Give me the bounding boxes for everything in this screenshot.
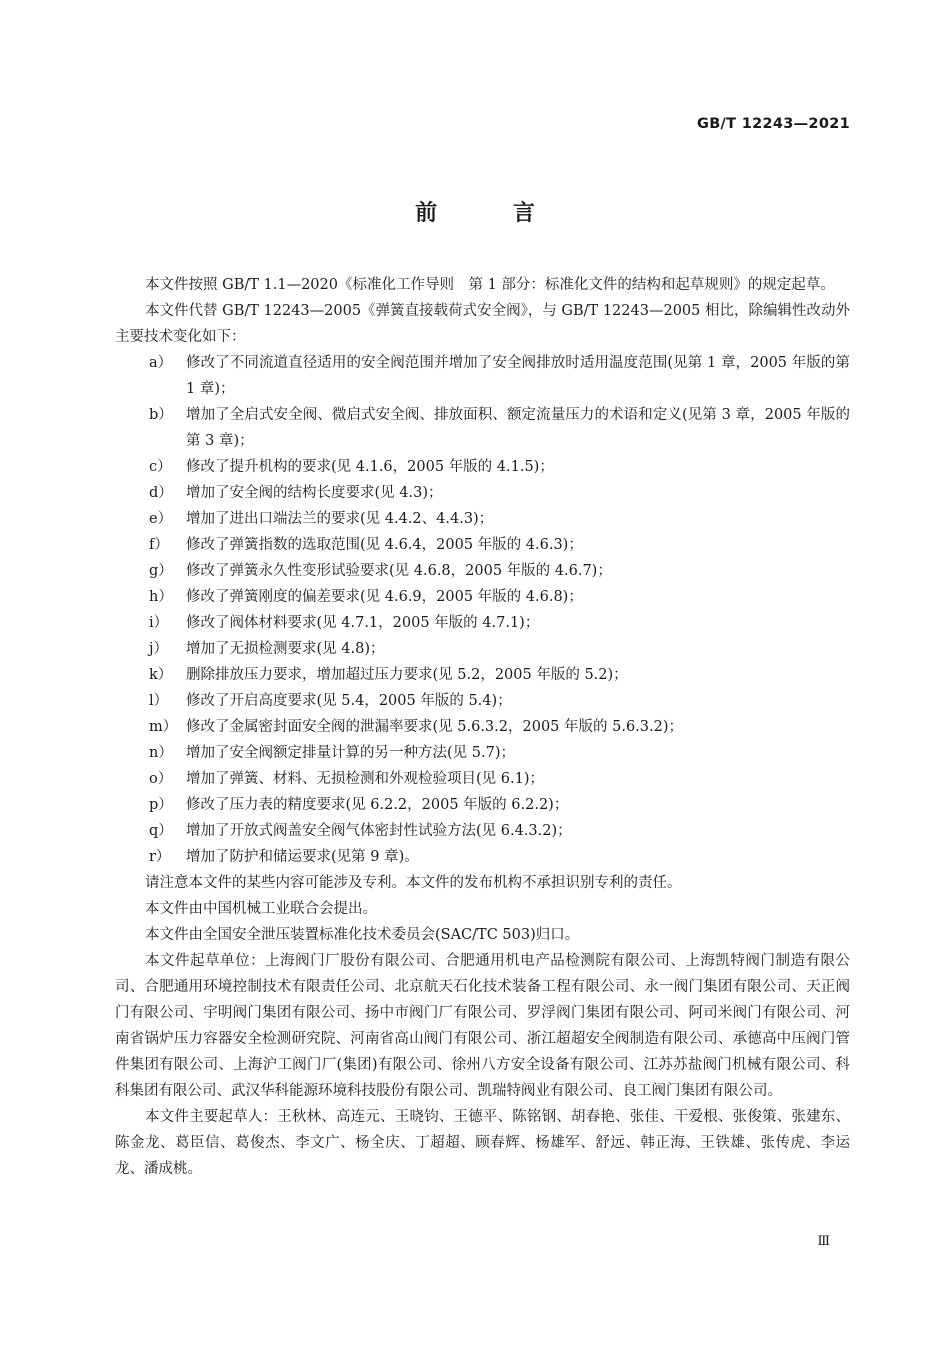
list-item — [115, 714, 850, 740]
list-item — [115, 688, 850, 714]
list-item-text: 修改了弹簧刚度的偏差要求(见 4.6.9，2005 年版的 4.6.8)； — [186, 589, 583, 605]
list-item-text: 修改了开启高度要求(见 5.4，2005 年版的 5.4)； — [186, 693, 512, 709]
list-marker: q） — [149, 823, 173, 839]
list-item-text: 增加了开放式阀盖安全阀气体密封性试验方法(见 6.4.3.2)； — [186, 823, 572, 839]
list-item — [115, 636, 850, 662]
list-marker: b） — [149, 407, 173, 423]
list-marker: n） — [149, 745, 173, 761]
standard-code: GB/T 12243—2021 — [697, 116, 850, 132]
list-item-text: 修改了弹簧指数的选取范围(见 4.6.4，2005 年版的 4.6.3)； — [186, 537, 583, 553]
list-item — [115, 610, 850, 636]
list-item-text: 修改了金属密封面安全阀的泄漏率要求(见 5.6.3.2，2005 年版的 5.6.3.2)； — [186, 719, 683, 735]
list-item — [115, 792, 850, 818]
list-item-text: 修改了弹簧永久性变形试验要求(见 4.6.8，2005 年版的 4.6.7)； — [186, 563, 612, 579]
list-marker: a） — [149, 355, 173, 371]
list-item — [115, 844, 850, 870]
list-item-text: 修改了阀体材料要求(见 4.7.1，2005 年版的 4.7.1)； — [186, 615, 540, 631]
drafting-units: 本文件起草单位：上海阀门厂股份有限公司、合肥通用机电产品检测院有限公司、上海凯特阀门制造有限公司、合肥通用环境控制技术有限责任公司、北京航天石化技术装备工程有限公司、永一阀门集团有限公司、天正阀门有限公司、宇明阀门集团有限公司、扬中市阀门厂有限公司、罗浮阀门集团有限公司、阿司米阀门有限公司、河南省锅炉压力容器安全检测研究院、河南省高山阀门有限公司、浙江超超安全阀制造有限公司、承德高中压阀门管件集团有限公司、上海沪工阀门厂(集团)有限公司、徐州八方安全设备有限公司、江苏苏盐阀门机械有限公司、科科集团有限公司、武汉华科能源环境科技股份有限公司、凯瑞特阀业有限公司、良工阀门集团有限公司。 — [115, 953, 850, 1099]
list-marker: o） — [149, 771, 173, 787]
list-marker: r） — [149, 849, 171, 865]
list-item-text: 增加了无损检测要求(见 4.8)； — [186, 641, 385, 657]
intro-paragraph: 本文件代替 GB/T 12243—2005《弹簧直接载荷式安全阀》，与 GB/T 12243—2005 相比，除编辑性改动外主要技术变化如下： — [115, 303, 850, 345]
proposer-statement: 本文件由中国机械工业联合会提出。 — [145, 901, 377, 917]
list-item-text: 增加了安全阀额定排量计算的另一种方法(见 5.7)； — [186, 745, 515, 761]
list-item — [115, 506, 850, 532]
list-item-text: 修改了不同流道直径适用的安全阀范围并增加了安全阀排放时适用温度范围(见第 1 章，2005 年版的第 1 章)； — [186, 355, 850, 397]
list-marker: j） — [149, 641, 168, 657]
list-item-text: 增加了弹簧、材料、无损检测和外观检验项目(见 6.1)； — [186, 771, 544, 787]
list-item — [115, 766, 850, 792]
list-marker: f） — [149, 537, 169, 553]
list-marker: m） — [149, 719, 178, 735]
list-marker: g） — [149, 563, 173, 579]
document-body — [115, 272, 850, 1182]
list-item — [115, 480, 850, 506]
list-item-text: 增加了进出口端法兰的要求(见 4.4.2、4.4.3)； — [186, 511, 494, 527]
list-item-text: 增加了防护和储运要求(见第 9 章)。 — [186, 849, 419, 865]
list-marker: k） — [149, 667, 173, 683]
list-item-text: 增加了全启式安全阀、微启式安全阀、排放面积、额定流量压力的术语和定义(见第 3 章，2005 年版的第 3 章)； — [186, 407, 850, 449]
page-number: Ⅲ — [817, 1234, 829, 1249]
list-marker: c） — [149, 459, 172, 475]
change-list — [115, 350, 850, 870]
list-item — [115, 818, 850, 844]
list-item — [115, 584, 850, 610]
page-title: 前 言 — [415, 201, 569, 226]
list-item — [115, 350, 850, 402]
list-item-text: 修改了提升机构的要求(见 4.1.6，2005 年版的 4.1.5)； — [186, 459, 554, 475]
list-item — [115, 532, 850, 558]
list-item-text: 增加了安全阀的结构长度要求(见 4.3)； — [186, 485, 443, 501]
list-item — [115, 662, 850, 688]
patent-notice: 请注意本文件的某些内容可能涉及专利。本文件的发布机构不承担识别专利的责任。 — [145, 875, 682, 891]
list-marker: e） — [149, 511, 173, 527]
list-marker: p） — [149, 797, 173, 813]
list-marker: i） — [149, 615, 169, 631]
list-item — [115, 740, 850, 766]
list-item — [115, 558, 850, 584]
list-marker: d） — [149, 485, 173, 501]
list-item-text: 删除排放压力要求，增加超过压力要求(见 5.2，2005 年版的 5.2)； — [186, 667, 628, 683]
list-item — [115, 402, 850, 454]
intro-paragraph: 本文件按照 GB/T 1.1—2020《标准化工作导则 第 1 部分：标准化文件的结构和起草规则》的规定起草。 — [145, 277, 835, 293]
list-item — [115, 454, 850, 480]
committee-statement: 本文件由全国安全泄压装置标准化技术委员会(SAC/TC 503)归口。 — [145, 927, 580, 943]
drafters: 本文件主要起草人：王秋林、高连元、王晓钧、王德平、陈铭钢、胡春艳、张佳、干爱根、张俊策、张建东、陈金龙、葛臣信、葛俊杰、李文广、杨全庆、丁超超、顾春辉、杨雄军、舒远、韩正海、王铁雄、张传虎、李运龙、潘成桃。 — [115, 1109, 850, 1177]
list-marker: l） — [149, 693, 169, 709]
list-marker: h） — [149, 589, 173, 605]
list-item-text: 修改了压力表的精度要求(见 6.2.2，2005 年版的 6.2.2)； — [186, 797, 569, 813]
